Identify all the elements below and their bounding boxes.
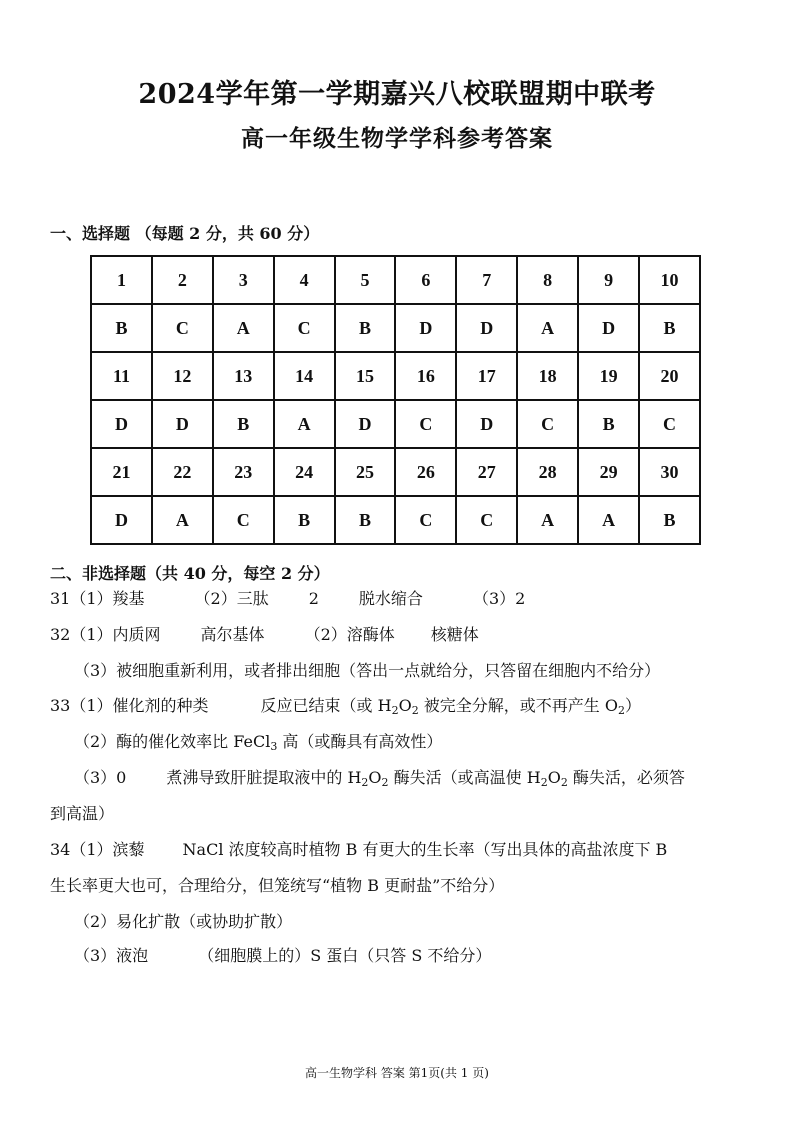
answer-q33-line4: 到高温） bbox=[50, 804, 115, 823]
answer-q34 bbox=[50, 840, 667, 860]
question-number-cell: 30 bbox=[639, 448, 700, 496]
answer-cell: B bbox=[335, 496, 396, 544]
question-number-cell: 20 bbox=[639, 352, 700, 400]
question-number-cell: 12 bbox=[152, 352, 213, 400]
question-number-cell: 26 bbox=[395, 448, 456, 496]
answer-cell: B bbox=[639, 304, 700, 352]
q31-count: 2 bbox=[308, 589, 319, 608]
question-number-cell: 2 bbox=[152, 256, 213, 304]
q32-part2: （2）溶酶体 bbox=[304, 625, 395, 644]
q32-ribosome: 核糖体 bbox=[430, 625, 479, 644]
answer-q34-line2: 生长率更大也可，合理给分，但笼统写“植物 B 更耐盐”不给分） bbox=[50, 876, 505, 895]
answer-cell: D bbox=[335, 400, 396, 448]
q33-reaction-end: 反应已结束（或 $H_2O_2$ 被完全分解，或不再产生 $O_2$） bbox=[260, 696, 642, 717]
question-number-cell: 13 bbox=[213, 352, 274, 400]
answer-cell: B bbox=[213, 400, 274, 448]
answer-q34-line3: （2）易化扩散（或协助扩散） bbox=[74, 912, 293, 931]
answer-cell: B bbox=[91, 304, 152, 352]
answer-cell: D bbox=[91, 400, 152, 448]
answer-row bbox=[91, 304, 700, 352]
page-subtitle: 高一年级生物学学科参考答案 bbox=[241, 125, 553, 152]
question-number-cell: 24 bbox=[274, 448, 335, 496]
answer-table bbox=[90, 255, 701, 545]
answer-cell: B bbox=[639, 496, 700, 544]
answer-q32 bbox=[50, 625, 479, 645]
answer-cell: B bbox=[274, 496, 335, 544]
q34-explain: NaCl 浓度较高时植物 B 有更大的生长率（写出具体的高盐浓度下 B bbox=[182, 840, 668, 859]
question-number-cell: 19 bbox=[578, 352, 639, 400]
answer-cell: D bbox=[456, 304, 517, 352]
section-heading-nonchoice: 二、非选择题（共 40 分，每空 2 分） bbox=[50, 564, 330, 583]
answer-cell: C bbox=[395, 496, 456, 544]
answer-cell: C bbox=[152, 304, 213, 352]
question-number-cell: 3 bbox=[213, 256, 274, 304]
answer-cell: D bbox=[578, 304, 639, 352]
answer-cell: A bbox=[517, 304, 578, 352]
answer-cell: C bbox=[395, 400, 456, 448]
question-number-cell: 6 bbox=[395, 256, 456, 304]
question-number-cell: 22 bbox=[152, 448, 213, 496]
q31-part3: （3）2 bbox=[472, 589, 526, 608]
question-number-cell: 7 bbox=[456, 256, 517, 304]
question-number-cell: 5 bbox=[335, 256, 396, 304]
answer-cell: C bbox=[639, 400, 700, 448]
q34-part1: 34（1）滨藜 bbox=[50, 840, 145, 859]
question-number-cell: 14 bbox=[274, 352, 335, 400]
question-number-cell: 28 bbox=[517, 448, 578, 496]
answer-cell: D bbox=[456, 400, 517, 448]
question-number-cell: 9 bbox=[578, 256, 639, 304]
question-number-cell: 27 bbox=[456, 448, 517, 496]
q31-part1: 31（1）羧基 bbox=[50, 589, 145, 608]
question-number-cell: 16 bbox=[395, 352, 456, 400]
answer-q33 bbox=[50, 696, 641, 716]
question-number-cell: 17 bbox=[456, 352, 517, 400]
q32-golgi: 高尔基体 bbox=[200, 625, 265, 644]
question-number-cell: 15 bbox=[335, 352, 396, 400]
question-number-cell: 23 bbox=[213, 448, 274, 496]
answer-cell: C bbox=[517, 400, 578, 448]
answer-cell: C bbox=[456, 496, 517, 544]
answer-q33-line2: （2）酶的催化效率比 FeCl$_3$ 高（或酶具有高效性） bbox=[74, 732, 443, 753]
answer-cell: A bbox=[152, 496, 213, 544]
answer-cell: A bbox=[213, 304, 274, 352]
answer-cell: D bbox=[152, 400, 213, 448]
answer-q32-line2: （3）被细胞重新利用，或者排出细胞（答出一点就给分，只答留在细胞内不给分） bbox=[74, 661, 661, 680]
question-number-cell: 8 bbox=[517, 256, 578, 304]
answer-row bbox=[91, 400, 700, 448]
page-footer: 高一生物学科 答案 第1页(共 1 页) bbox=[305, 1066, 489, 1080]
answer-cell: C bbox=[213, 496, 274, 544]
answer-cell: A bbox=[517, 496, 578, 544]
answer-cell: D bbox=[395, 304, 456, 352]
question-number-cell: 25 bbox=[335, 448, 396, 496]
q31-reaction: 脱水缩合 bbox=[358, 589, 423, 608]
question-number-cell: 10 bbox=[639, 256, 700, 304]
question-number-cell: 29 bbox=[578, 448, 639, 496]
section-heading-choice: 一、选择题 （每题 2 分，共 60 分） bbox=[50, 224, 320, 243]
question-number-cell: 21 bbox=[91, 448, 152, 496]
q32-part1: 32（1）内质网 bbox=[50, 625, 161, 644]
answer-q33-line3: （3）0 煮沸导致肝脏提取液中的 $H_2O_2$ 酶失活（或高温使 $H_2O_2$ 酶失活，必须答 bbox=[74, 768, 685, 789]
answer-q31 bbox=[50, 589, 525, 609]
question-number-cell: 11 bbox=[91, 352, 152, 400]
q31-part2: （2）三肽 bbox=[194, 589, 269, 608]
page-title: 2024学年第一学期嘉兴八校联盟期中联考 bbox=[138, 79, 656, 110]
q33-part1: 33（1）催化剂的种类 bbox=[50, 696, 209, 715]
question-number-row bbox=[91, 448, 700, 496]
answer-cell: A bbox=[274, 400, 335, 448]
question-number-cell: 18 bbox=[517, 352, 578, 400]
question-number-cell: 4 bbox=[274, 256, 335, 304]
answer-cell: D bbox=[91, 496, 152, 544]
question-number-row bbox=[91, 352, 700, 400]
answer-cell: A bbox=[578, 496, 639, 544]
answer-cell: C bbox=[274, 304, 335, 352]
answer-cell: B bbox=[335, 304, 396, 352]
question-number-cell: 1 bbox=[91, 256, 152, 304]
answer-cell: B bbox=[578, 400, 639, 448]
answer-row bbox=[91, 496, 700, 544]
question-number-row bbox=[91, 256, 700, 304]
answer-q34-line4: （3）液泡 （细胞膜上的）S 蛋白（只答 S 不给分） bbox=[74, 946, 492, 965]
